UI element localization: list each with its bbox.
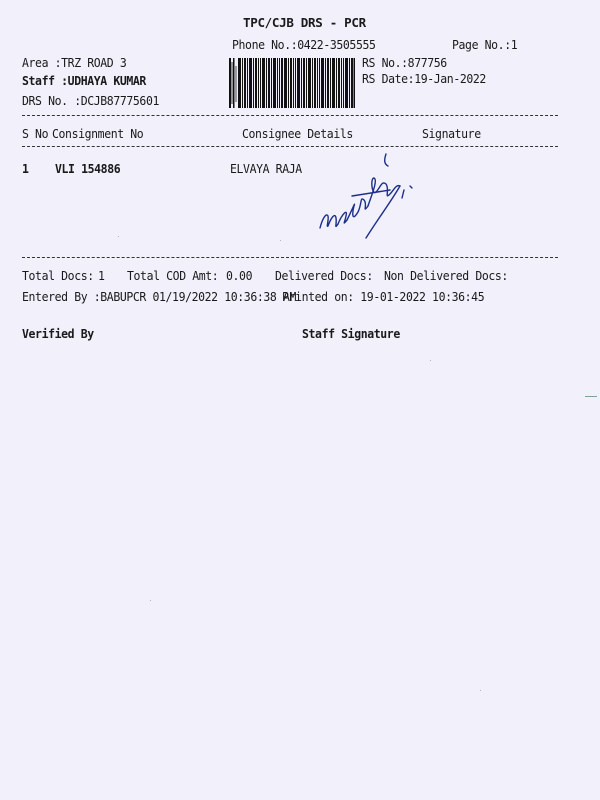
column-header-consignee: Consignee Details <box>242 126 353 142</box>
scan-speck <box>150 600 151 601</box>
scan-speck <box>118 236 119 237</box>
document-title: TPC/CJB DRS - PCR <box>243 15 366 30</box>
row-sno: 1 <box>22 161 29 177</box>
total-cod-label: Total COD Amt: <box>127 268 219 284</box>
table-header-divider <box>22 146 558 147</box>
column-header-sno: S No <box>22 126 49 142</box>
entered-by: Entered By :BABUPCR 01/19/2022 10:36:38 AM <box>22 289 296 305</box>
column-header-signature: Signature <box>422 126 481 142</box>
rs-date: RS Date:19-Jan-2022 <box>362 71 486 87</box>
handwritten-signature <box>312 150 422 245</box>
rs-number: RS No.:877756 <box>362 55 447 71</box>
column-header-consignment: Consignment No <box>52 126 144 142</box>
total-docs-label: Total Docs: <box>22 268 94 284</box>
scan-speck <box>480 690 481 691</box>
phone-number: Phone No.:0422-3505555 <box>232 37 376 53</box>
area-label: Area :TRZ ROAD 3 <box>22 55 127 71</box>
non-delivered-docs-label: Non Delivered Docs: <box>384 268 508 284</box>
staff-label: Staff :UDHAYA KUMAR <box>22 73 146 89</box>
verified-by-label: Verified By <box>22 326 94 342</box>
row-consignee: ELVAYA RAJA <box>230 161 302 177</box>
total-cod-value: 0.00 <box>226 268 253 284</box>
row-consignment-no: VLI 154886 <box>55 161 121 177</box>
scan-mark <box>585 396 597 397</box>
drs-number: DRS No. :DCJB87775601 <box>22 93 159 109</box>
printed-on: Printed on: 19-01-2022 10:36:45 <box>282 289 485 305</box>
staff-signature-label: Staff Signature <box>302 326 400 342</box>
scan-speck <box>430 360 431 361</box>
summary-divider <box>22 257 558 258</box>
page-number: Page No.:1 <box>452 37 518 53</box>
barcode-image <box>229 58 355 108</box>
header-divider <box>22 115 558 116</box>
scan-speck <box>280 240 281 241</box>
total-docs-value: 1 <box>98 268 105 284</box>
delivered-docs-label: Delivered Docs: <box>275 268 373 284</box>
